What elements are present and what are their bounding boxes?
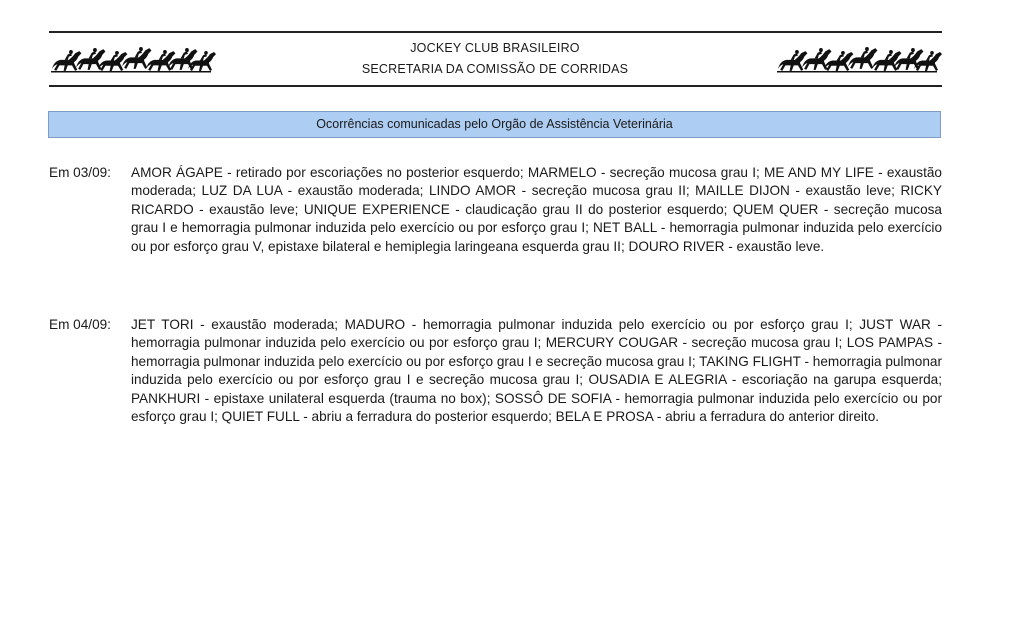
racing-horses-icon	[51, 42, 216, 74]
header-bottom-rule	[49, 85, 942, 87]
entry-date: Em 04/09:	[49, 317, 111, 332]
entry-text: JET TORI - exaustão moderada; MADURO - hemorragia pulmonar induzida pelo exercício ou por esforço grau I; JUST WAR - hemorragia pulmonar induzida pelo exercício ou por esforço grau I; MERCURY COUGAR - secreção mucosa grau I; LOS PAMPAS - hemorragia pulmonar induzida pelo exercício ou por esforço grau I e secreção mucosa grau I; TAKING FLIGHT - hemorragia pulmonar induzida pelo exercício ou por esforço grau I e secreção mucosa grau I; OUSADIA E ALEGRIA - escoriação na garupa esquerda; PANKHURI - epistaxe unilateral esquerda (trauma no box); SOSSÔ DE SOFIA - hemorragia pulmonar induzida pelo exercício ou por esforço grau I; QUIET FULL - abriu a ferradura do posterior esquerdo; BELA E PROSA - abriu a ferradura do anterior direito.	[131, 317, 942, 425]
department-name: SECRETARIA DA COMISSÃO DE CORRIDAS	[361, 62, 629, 76]
occurrence-entry	[49, 316, 942, 426]
header-top-rule	[49, 31, 942, 33]
racing-horses-icon	[777, 42, 942, 74]
section-title-banner: Ocorrências comunicadas pelo Orgão de Assistência Veterinária	[48, 111, 941, 138]
entry-date: Em 03/09:	[49, 165, 111, 180]
org-name: JOCKEY CLUB BRASILEIRO	[410, 41, 580, 55]
entry-text: AMOR ÁGAPE - retirado por escoriações no posterior esquerdo; MARMELO - secreção mucosa grau I; ME AND MY LIFE - exaustão moderada; LUZ DA LUA - exaustão moderada; LINDO AMOR - secreção mucosa grau II; MAILLE DIJON - exaustão leve; RICKY RICARDO - exaustão leve; UNIQUE EXPERIENCE - claudicação grau II do posterior esquerdo; QUEM QUER - secreção mucosa grau I e hemorragia pulmonar induzida pelo exercício ou por esforço grau I; NET BALL - hemorragia pulmonar induzida pelo exercício ou por esforço grau V, epistaxe bilateral e hemiplegia laringeana esquerda grau II; DOURO RIVER - exaustão leve.	[131, 165, 942, 254]
occurrence-entry	[49, 164, 942, 256]
header-title-block	[290, 38, 700, 80]
